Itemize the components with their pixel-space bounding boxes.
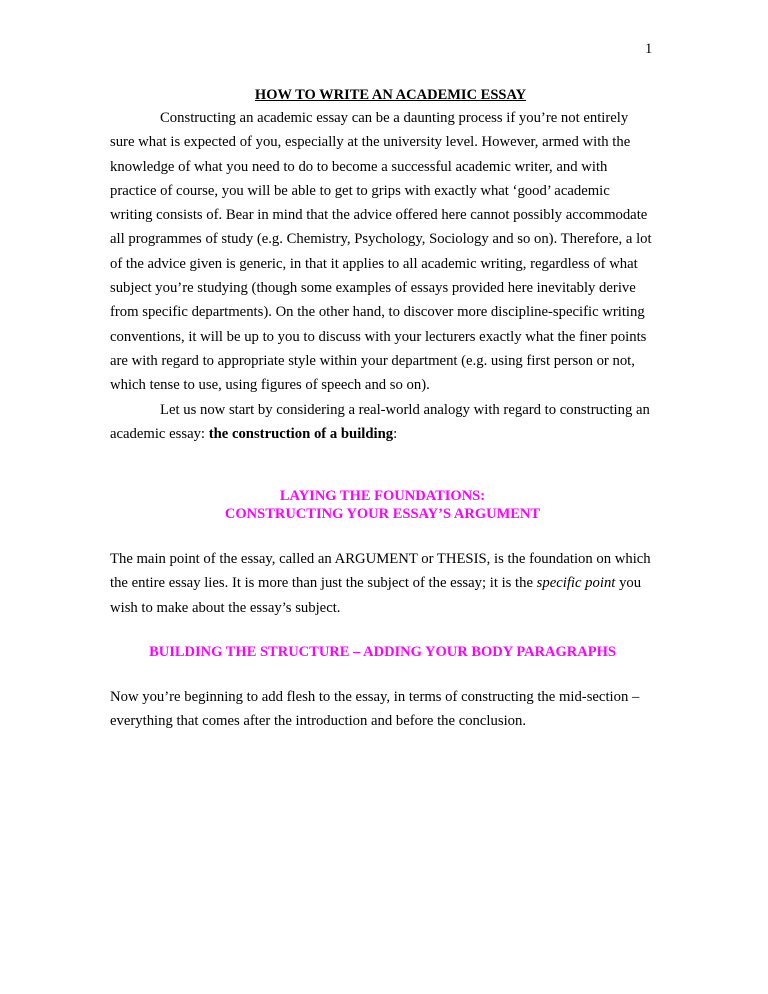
intro-paragraph: Constructing an academic essay can be a daunting process if you’re not entirely sure what is expected of you, especially at the university level. However, armed with the knowledge of what you need to do to become a successful academic writer, and with practice of course, you will be able to get to grips with exactly what ‘good’ academic writing consists of. Bear in mind that the advice offered here cannot possibly accommodate all programmes of study (e.g. Chemistry, Psychology, Sociology and so on). Therefore, a lot of the advice given is generic, in that it applies to all academic writing, regardless of what subject you’re studying (though some examples of essays provided here inevitably derive from specific departments). On the other hand, to discover more discipline-specific writing conventions, it will be up to you to discuss with your lecturers exactly what the finer points are with regard to appropriate style within your department (e.g. using first person or not, which tense to use, using figures of speech and so on). <box>110 110 652 394</box>
section-heading-line: CONSTRUCTING YOUR ESSAY’S ARGUMENT <box>224 506 541 523</box>
analogy-lead-text: Let us now start by considering a real-world analogy with regard to constructing an academic essay: <box>110 401 650 442</box>
document-title: HOW TO WRITE AN ACADEMIC ESSAY <box>254 87 527 103</box>
section-heading-line: LAYING THE FOUNDATIONS: <box>279 488 486 505</box>
section-heading-structure: BUILDING THE STRUCTURE – ADDING YOUR BODY PARAGRAPHS <box>149 644 616 661</box>
analogy-tail-text: : <box>393 425 398 442</box>
argument-paragraph <box>110 547 655 620</box>
argument-italic-text: specific point <box>536 575 616 592</box>
argument-text: The main point of the essay, called an ARGUMENT or THESIS, is the foundation on which the entire essay lies. It is more than just the subject of the essay; it is the <box>110 551 651 592</box>
argument-text-end: you wish to make about the essay’s subject. <box>110 575 642 616</box>
body-paragraphs-intro: Now you’re beginning to add flesh to the essay, in terms of constructing the mid-section – everything that comes after the introduction and before the conclusion. <box>110 689 640 730</box>
document-body <box>110 84 655 734</box>
analogy-bold-text: the construction of a building <box>208 425 394 442</box>
section-heading-foundations <box>110 487 655 523</box>
analogy-paragraph <box>110 398 655 447</box>
page-number: 1 <box>645 41 653 57</box>
